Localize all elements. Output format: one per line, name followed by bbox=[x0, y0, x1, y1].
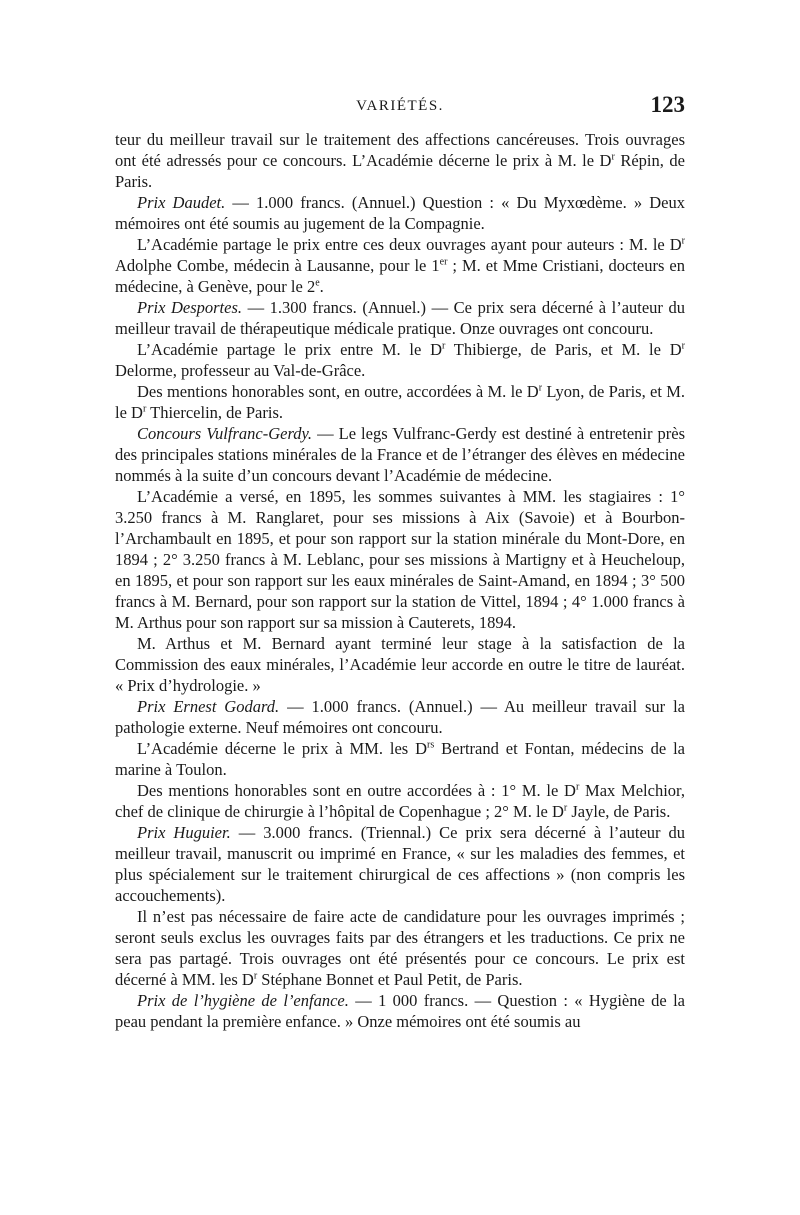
text-run: L’Académie partage le prix entre ces deux ouvrages ayant pour auteurs : M. le D bbox=[137, 235, 682, 254]
text-run: M. Arthus et M. Bernard ayant terminé leur stage à la satisfaction de la Commission des eaux minérales, l’Académie leur accorde en outre le titre de lauréat. « Prix d’hydrologie. » bbox=[115, 634, 685, 695]
text-run: L’Académie partage le prix entre M. le D bbox=[137, 340, 442, 359]
superscript: r bbox=[575, 781, 580, 793]
text-run: Des mentions honorables sont, en outre, accordées à M. le D bbox=[137, 382, 539, 401]
text-run: Jayle, de Paris. bbox=[567, 802, 671, 821]
prize-title: Prix de l’hygiène de l’enfance. bbox=[137, 991, 349, 1010]
prize-title: Prix Desportes. bbox=[137, 298, 243, 317]
text-run: Bertrand et Fontan, médecins de la marine à Toulon. bbox=[115, 739, 685, 779]
page-number: 123 bbox=[650, 92, 685, 117]
text-run: Adolphe Combe, médecin à Lausanne, pour le 1 bbox=[115, 256, 440, 275]
text-run: Max Melchior, chef de clinique de chirurgie à l’hôpital de Copenhague ; 2° M. le D bbox=[115, 781, 685, 821]
body-text bbox=[115, 129, 685, 1032]
superscript: er bbox=[439, 256, 448, 268]
paragraph bbox=[115, 696, 685, 738]
text-run: — 3.000 francs. (Triennal.) Ce prix sera décerné à l’auteur du meilleur travail, manuscrit ou imprimé en France, « sur les maladies des femmes, et plus spécialement sur le traitement chirurgical de ces affections » (non compris les accouchements). bbox=[115, 823, 685, 905]
paragraph bbox=[115, 192, 685, 234]
text-run: teur du meilleur travail sur le traitement des affections cancéreuses. Trois ouvrages ont été adressés pour ce concours. L’Académie décerne le prix à M. le D bbox=[115, 130, 685, 170]
prize-title: Prix Ernest Godard. bbox=[137, 697, 280, 716]
prize-title: Prix Daudet. bbox=[137, 193, 226, 212]
superscript: r bbox=[538, 382, 543, 394]
text-run: Des mentions honorables sont en outre accordées à : 1° M. le D bbox=[137, 781, 576, 800]
superscript: r bbox=[441, 340, 446, 352]
text-run: Stéphane Bonnet et Paul Petit, de Paris. bbox=[257, 970, 523, 989]
text-run: Répin, de Paris. bbox=[115, 151, 685, 191]
superscript: e bbox=[315, 277, 320, 289]
text-run: — Le legs Vulfranc-Gerdy est destiné à entretenir près des principales stations minérales de la France et de l’étranger des élèves en médecine nommés à la suite d’un concours devant l’Académie de médecine. bbox=[115, 424, 685, 485]
text-run: Thibierge, de Paris, et M. le D bbox=[445, 340, 682, 359]
superscript: r bbox=[253, 970, 258, 982]
paragraph bbox=[115, 339, 685, 381]
paragraph bbox=[115, 297, 685, 339]
text-run: — 1 000 francs. — Question : « Hygiène de la peau pendant la première enfance. » Onze mémoires ont été soumis au bbox=[115, 991, 685, 1031]
paragraph bbox=[115, 780, 685, 822]
text-run: Thiercelin, de Paris. bbox=[146, 403, 283, 422]
text-run: ; M. et Mme Cristiani, docteurs en médecine, à Genève, pour le 2 bbox=[115, 256, 685, 296]
paragraph bbox=[115, 486, 685, 633]
text-run: . bbox=[319, 277, 324, 296]
paragraph bbox=[115, 990, 685, 1032]
text-run: L’Académie a versé, en 1895, les sommes suivantes à MM. les stagiaires : 1° 3.250 francs à M. Ranglaret, pour ses missions à Aix (Savoie) et à Bourbon-l’Archambault en 1895, et pour son rapport sur la station minérale du Mont-Dore, en 1894 ; 2° 3.250 francs à M. Leblanc, pour ses missions à Martigny et à Heucheloup, en 1895, et pour son rapport sur les eaux minérales de Saint-Amand, en 1894 ; 3° 500 francs à M. Bernard, pour son rapport sur la station de Vittel, 1894 ; 4° 1.000 francs à M. Arthus pour son rapport sur sa mission à Cauterets, 1894. bbox=[115, 487, 685, 632]
text-run: — 1.300 francs. (Annuel.) — Ce prix sera décerné à l’auteur du meilleur travail de thérapeutique médicale pratique. Onze ouvrages ont concouru. bbox=[115, 298, 685, 338]
superscript: rs bbox=[427, 739, 435, 751]
paragraph bbox=[115, 633, 685, 696]
paragraph bbox=[115, 738, 685, 780]
text-run: L’Académie décerne le prix à MM. les D bbox=[137, 739, 428, 758]
prize-title: Concours Vulfranc-Gerdy. bbox=[137, 424, 313, 443]
paragraph bbox=[115, 423, 685, 486]
paragraph bbox=[115, 906, 685, 990]
prize-title: Prix Huguier. bbox=[137, 823, 231, 842]
running-head: VARIÉTÉS. bbox=[356, 98, 444, 114]
superscript: r bbox=[563, 802, 568, 814]
paragraph bbox=[115, 822, 685, 906]
text-run: — 1.000 francs. (Annuel.) Question : « Du Myxœdème. » Deux mémoires ont été soumis au jugement de la Compagnie. bbox=[115, 193, 685, 233]
paragraph bbox=[115, 234, 685, 297]
text-run: — 1.000 francs. (Annuel.) — Au meilleur travail sur la pathologie externe. Neuf mémoires ont concouru. bbox=[115, 697, 685, 737]
paragraph bbox=[115, 129, 685, 192]
text-run: Delorme, professeur au Val-de-Grâce. bbox=[115, 361, 366, 380]
superscript: r bbox=[142, 403, 147, 415]
text-run: Il n’est pas nécessaire de faire acte de candidature pour les ouvrages imprimés ; seront seuls exclus les ouvrages faits par des étrangers et les traductions. Ce prix ne sera pas partagé. Trois ouvrages ont été présentés pour ce concours. Le prix est décerné à MM. les D bbox=[115, 907, 685, 989]
superscript: r bbox=[681, 235, 685, 247]
superscript: r bbox=[611, 151, 615, 163]
superscript: r bbox=[681, 340, 685, 352]
text-run: Lyon, de Paris, et M. le D bbox=[115, 382, 686, 422]
page-header bbox=[115, 92, 685, 122]
paragraph bbox=[115, 381, 685, 423]
